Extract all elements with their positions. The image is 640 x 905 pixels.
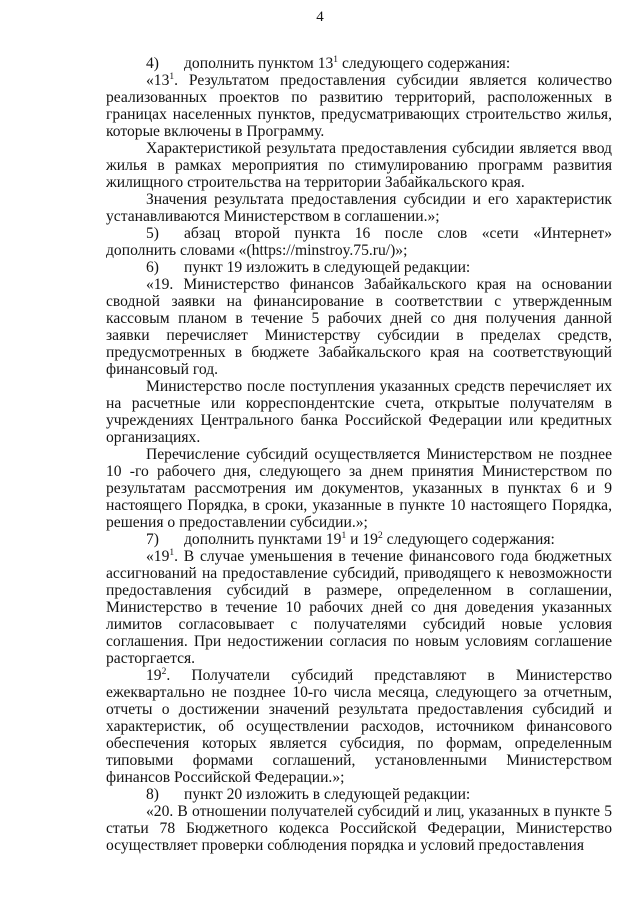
paragraph-text: . Результатом предоставления субсидии является количество реализованных проектов по развитию территорий, расположенных в границах населенных пунктов, предусматривающих строительство жилья, которые включены в Программу.	[106, 72, 612, 140]
paragraph: «19. Министерство финансов Забайкальского края на основании сводной заявки на финансирование в соответствии с утвержденным кассовым планом в течение 5 рабочих дней со дня получения данной заявки перечисляет Министерству субсидии в пределах средств, предусмотренных в бюджете Забайкальского края на соответствующий финансовый год.	[106, 276, 612, 378]
paragraph-lead: «13	[146, 72, 170, 89]
paragraph: Перечисление субсидий осуществляется Министерством не позднее 10 -го рабочего дня, следующего за днем принятия Министерством по результатам рассмотрения им документов, указанных в пунктах 6 и 9 настоящего Порядка, в сроки, указанные в пункте 10 настоящего Порядка, решения о предоставлении субсидии.»;	[106, 446, 612, 531]
paragraph: «20. В отношении получателей субсидий и лиц, указанных в пункте 5 статьи 78 Бюджетного кодекса Российской Федерации, Министерство осуществляет проверки соблюдения порядка и условий предоставления	[106, 803, 612, 854]
item-text: дополнить пунктами 19	[184, 531, 342, 548]
list-item-8	[106, 786, 612, 803]
superscript: 1	[341, 531, 347, 541]
item-number: 5)	[146, 225, 159, 242]
item-text: пункт 20 изложить в следующей редакции:	[184, 786, 471, 803]
item-text-tail: следующего содержания:	[338, 55, 511, 72]
list-item-7	[106, 531, 612, 548]
superscript: 2	[377, 531, 383, 541]
list-item-6	[106, 259, 612, 276]
superscript: 2	[161, 667, 167, 677]
paragraph-19-1	[106, 548, 612, 667]
paragraph-lead: «19	[146, 548, 170, 565]
paragraph: Характеристикой результата предоставления субсидии является ввод жилья в рамках мероприятия по стимулированию программ развития жилищного строительства на территории Забайкальского края.	[106, 140, 612, 191]
item-text: абзац второй пункта 16 после слов «сети «Интернет» дополнить словами «(https://minstroy.75.ru/)»;	[106, 225, 612, 259]
item-text: дополнить пунктом 13	[184, 55, 334, 72]
document-body	[106, 55, 612, 854]
paragraph-text: . Получатели субсидий представляют в Министерство ежеквартально не позднее 10-го числа месяца, следующего за отчетным, отчеты о достижении значений результата предоставления субсидий и характеристик, об осуществлении расходов, источником финансового обеспечения которых является субсидия, по формам, определенным типовыми формами соглашений, установленными Министерством финансов Российской Федерации.»;	[106, 667, 612, 786]
list-item-4	[106, 55, 612, 72]
paragraph-13-1	[106, 72, 612, 140]
item-number: 6)	[146, 259, 159, 276]
item-text-tail: следующего содержания:	[382, 531, 555, 548]
superscript: 1	[169, 548, 175, 558]
item-number: 4)	[146, 55, 159, 72]
paragraph-19-2	[106, 667, 612, 786]
page-number: 4	[316, 9, 324, 25]
superscript: 1	[169, 72, 175, 82]
paragraph: Значения результата предоставления субсидии и его характеристик устанавливаются Министерством в соглашении.»;	[106, 191, 612, 225]
list-item-5	[106, 225, 612, 259]
item-number: 8)	[146, 786, 159, 803]
item-number: 7)	[146, 531, 159, 548]
paragraph-text: . В случае уменьшения в течение финансового года бюджетных ассигнований на предоставление субсидий, приводящего к невозможности предоставления субсидий в размере, определенном в соглашении, Министерство в течение 10 рабочих дней со дня доведения указанных лимитов согласовывает с получателями субсидий новые условия соглашения. При недостижении согласия по новым условиям соглашение расторгается.	[106, 548, 612, 667]
item-text-mid: и 19	[346, 531, 378, 548]
item-text: пункт 19 изложить в следующей редакции:	[184, 259, 471, 276]
paragraph-lead: 19	[146, 667, 162, 684]
superscript: 1	[333, 55, 339, 65]
paragraph: Министерство после поступления указанных средств перечисляет их на расчетные или корреспондентские счета, открытые получателям в учреждениях Центрального банка Российской Федерации или кредитных организациях.	[106, 378, 612, 446]
